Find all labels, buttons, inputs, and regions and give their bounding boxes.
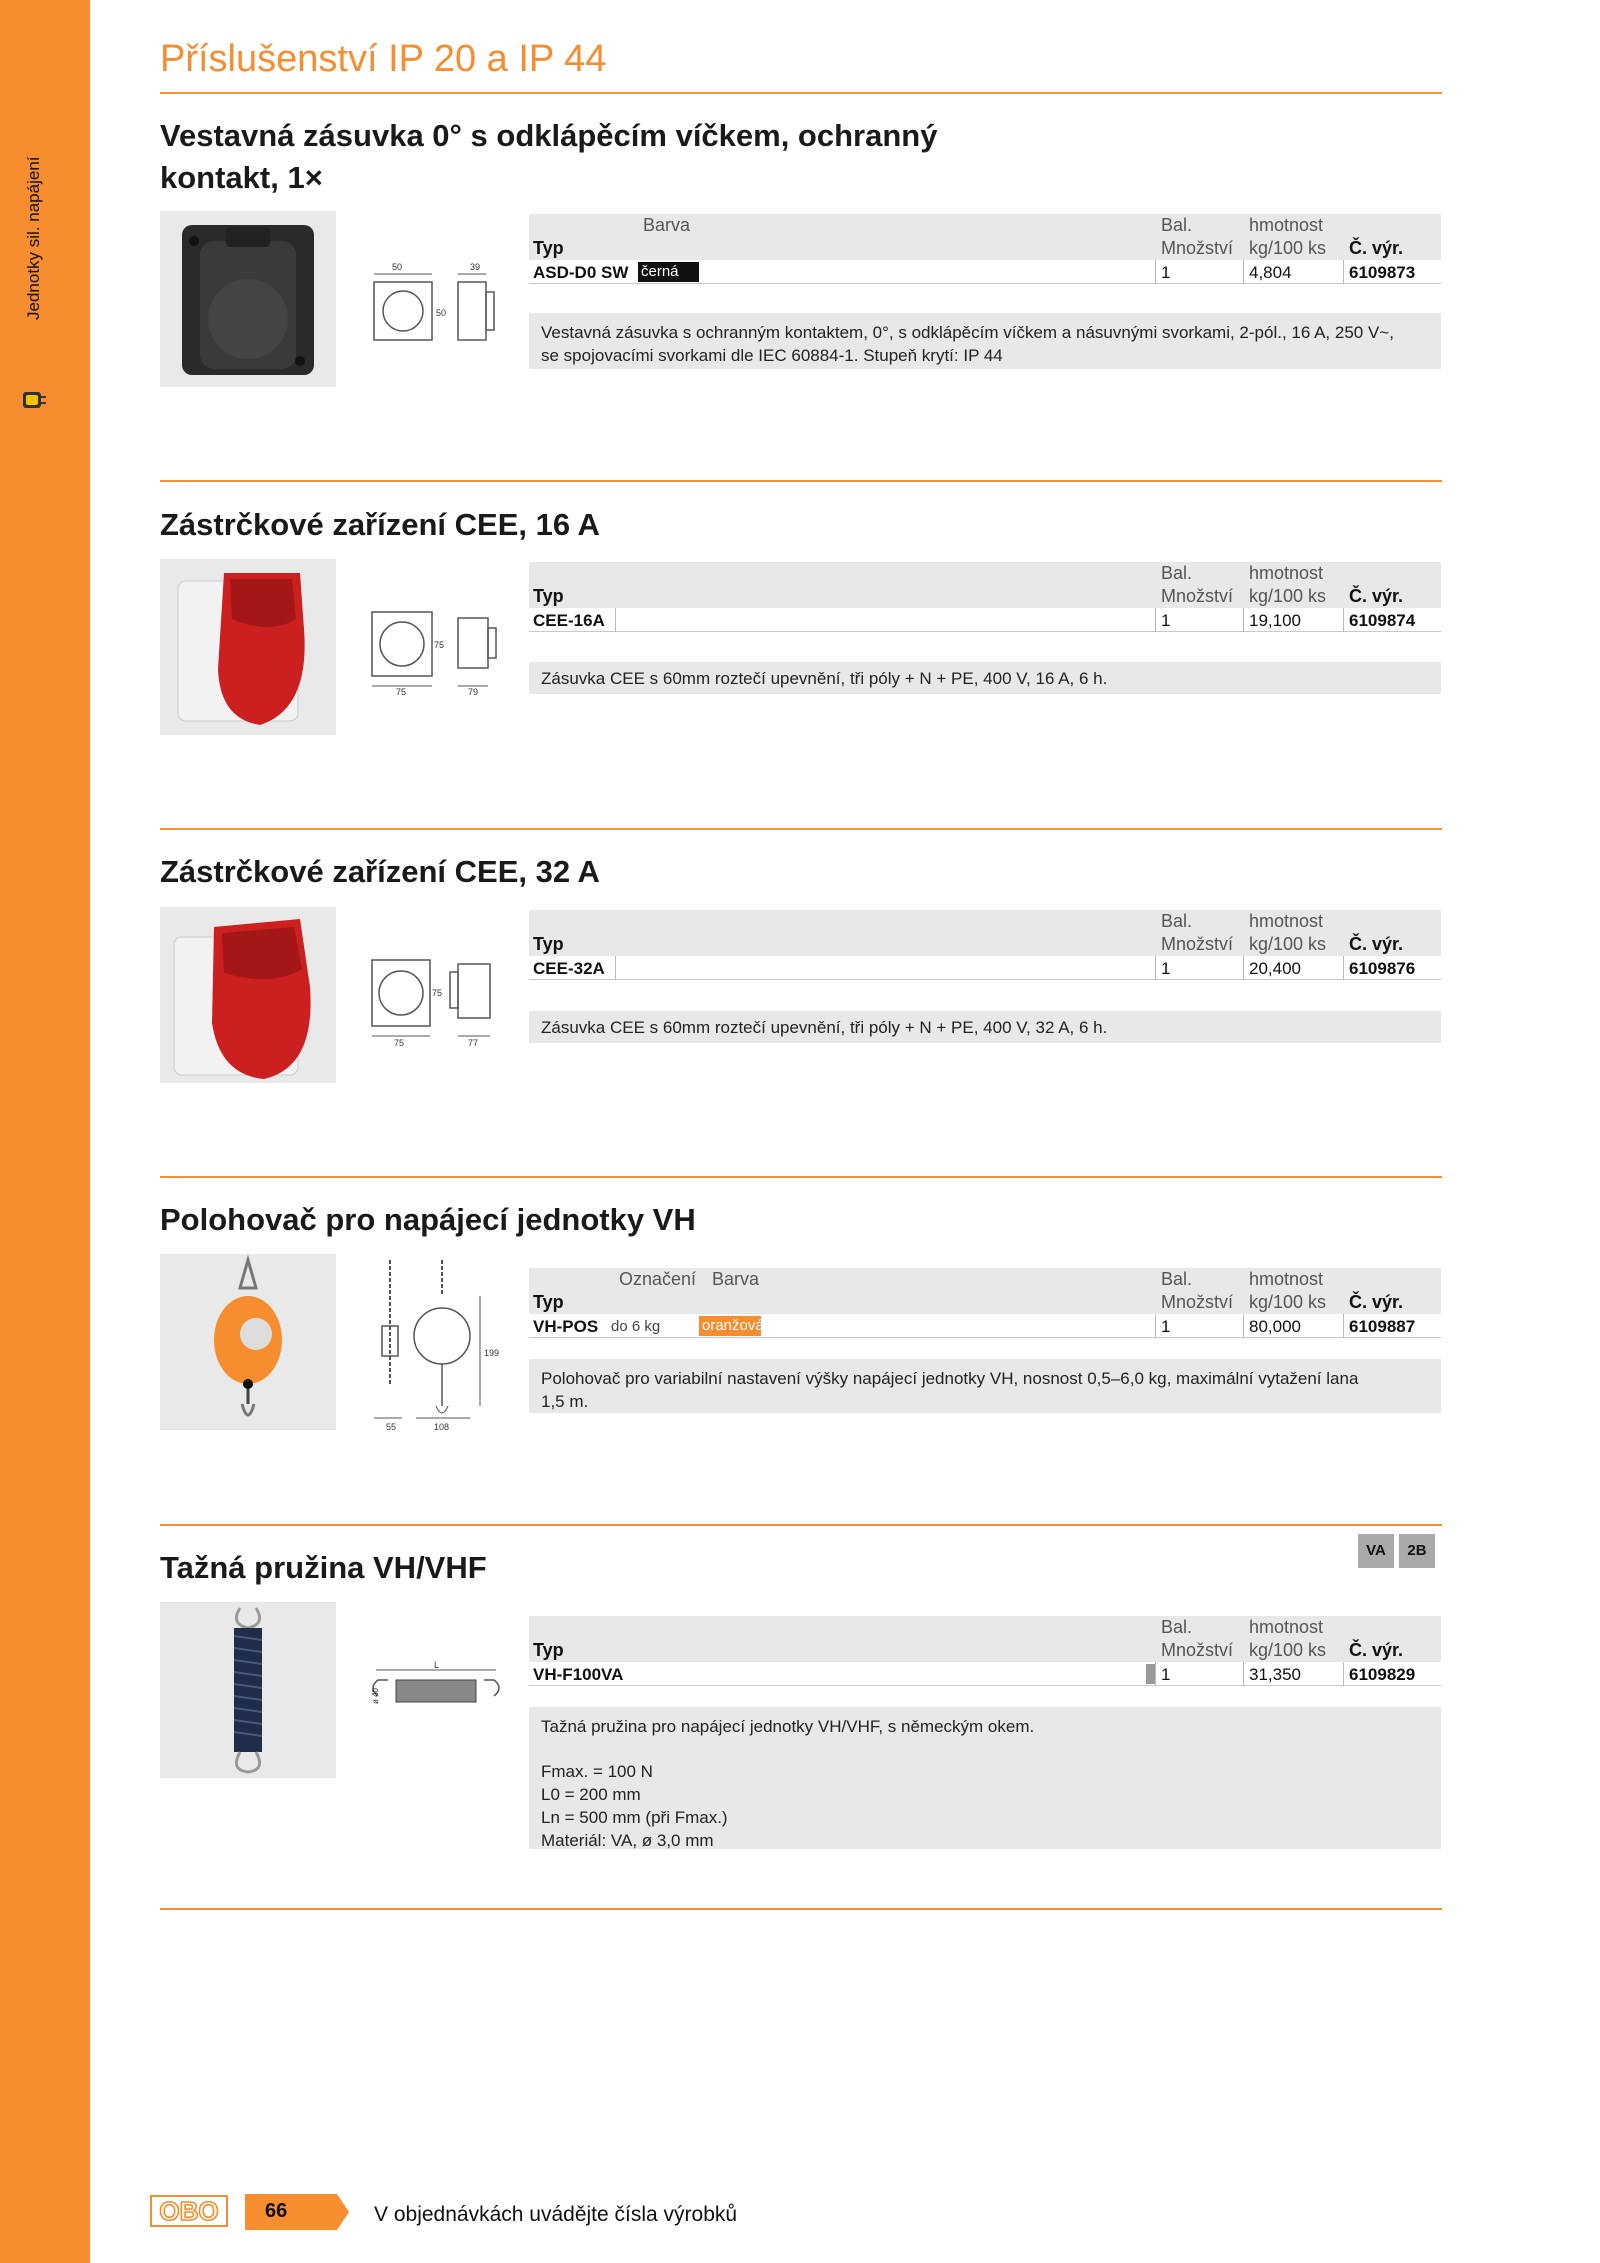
product-image-cee32	[160, 907, 336, 1083]
dim-b: 39	[470, 262, 481, 272]
dimension-drawing	[362, 952, 502, 1048]
section-title-cont: kontakt, 1×	[160, 160, 323, 195]
material-badge: VA	[1358, 1534, 1394, 1568]
table-header	[529, 910, 1441, 956]
table-row	[529, 1314, 1441, 1338]
desc-line: 1,5 m.	[541, 1392, 589, 1411]
sidebar-label: Jednotky sil. napájení	[24, 156, 43, 320]
sidebar	[0, 0, 90, 2263]
header-mnozstvi: Množství	[1161, 1292, 1234, 1312]
cell-cvyr: 6109876	[1349, 959, 1416, 978]
dimension-drawing	[366, 1660, 506, 1730]
table-header	[529, 1268, 1441, 1314]
dimension-drawing	[372, 1256, 502, 1436]
dim-b: 77	[468, 1038, 479, 1048]
header-kg: kg/100 ks	[1249, 1292, 1327, 1312]
dim-l: L	[434, 1660, 440, 1670]
cell-typ: VH-F100VA	[533, 1665, 624, 1684]
divider	[160, 828, 1442, 830]
obo-logo	[150, 2195, 228, 2227]
header-bal: Bal.	[1161, 911, 1193, 931]
dim-c: 75	[434, 640, 445, 650]
header-hmotnost: hmotnost	[1249, 215, 1324, 235]
cell-hmotnost: 19,100	[1249, 611, 1301, 630]
product-image-cee16	[160, 559, 336, 735]
cell-hmotnost: 4,804	[1249, 263, 1292, 282]
section-title: Zástrčkové zařízení CEE, 32 A	[160, 854, 600, 889]
desc-line: Materiál: VA, ø 3,0 mm	[541, 1831, 714, 1850]
logo-text: OBO	[159, 2196, 219, 2226]
dim-a: 75	[394, 1038, 405, 1048]
header-cvyr: Č. výr.	[1349, 586, 1404, 606]
desc-line: Polohovač pro variabilní nastavení výšky napájecí jednotky VH, nosnost 0,5–6,0 kg, maximální vytažení lana	[541, 1369, 1359, 1388]
header-bal: Bal.	[1161, 1617, 1193, 1637]
header-kg: kg/100 ks	[1249, 238, 1327, 258]
header-mnozstvi: Množství	[1161, 586, 1234, 606]
section-title: Tažná pružina VH/VHF	[160, 1550, 487, 1585]
header-hmotnost: hmotnost	[1249, 911, 1324, 931]
cell-bal: 1	[1161, 1665, 1171, 1684]
footer-note: V objednávkách uvádějte čísla výrobků	[374, 2203, 738, 2226]
divider	[160, 92, 1442, 94]
product-table	[529, 214, 1441, 284]
cell-typ: VH-POS	[533, 1317, 599, 1336]
header-barva: Barva	[712, 1269, 760, 1289]
section-title: Polohovač pro napájecí jednotky VH	[160, 1202, 696, 1237]
cell-typ: ASD-D0 SW	[533, 263, 629, 282]
header-mnozstvi: Množství	[1161, 238, 1234, 258]
table-header	[529, 562, 1441, 608]
header-cvyr: Č. výr.	[1349, 238, 1404, 258]
header-mnozstvi: Množství	[1161, 1640, 1234, 1660]
dim-c: 75	[432, 988, 443, 998]
cell-oznaceni: do 6 kg	[611, 1318, 661, 1335]
dim-a: 50	[392, 262, 403, 272]
dimension-drawing	[362, 258, 502, 348]
header-typ: Typ	[533, 1640, 564, 1660]
desc-line: Vestavná zásuvka s ochranným kontaktem, 0°, s odklápěcím víčkem a násuvnými svorkami, 2-pól., 16 A, 250 V~,	[541, 323, 1394, 342]
plug-icon	[20, 388, 48, 412]
cell-bal: 1	[1161, 959, 1171, 978]
header-typ: Typ	[533, 934, 564, 954]
color-chip: oranžová	[699, 1316, 761, 1336]
header-hmotnost: hmotnost	[1249, 1269, 1324, 1289]
divider	[160, 480, 1442, 482]
header-kg: kg/100 ks	[1249, 586, 1327, 606]
header-cvyr: Č. výr.	[1349, 1640, 1404, 1660]
header-kg: kg/100 ks	[1249, 934, 1327, 954]
header-bal: Bal.	[1161, 1269, 1193, 1289]
desc-line: L0 = 200 mm	[541, 1785, 641, 1804]
header-kg: kg/100 ks	[1249, 1640, 1327, 1660]
divider	[160, 1524, 1442, 1526]
header-cvyr: Č. výr.	[1349, 1292, 1404, 1312]
cell-cvyr: 6109873	[1349, 263, 1416, 282]
cell-cvyr: 6109874	[1349, 611, 1416, 630]
section-title: Vestavná zásuvka 0° s odklápěcím víčkem, ochranný	[160, 118, 938, 153]
table-header	[529, 214, 1441, 260]
divider	[160, 1176, 1442, 1178]
cell-cvyr: 6109887	[1349, 1317, 1416, 1336]
section-title: Zástrčkové zařízení CEE, 16 A	[160, 507, 600, 542]
cell-bal: 1	[1161, 263, 1171, 282]
table-row	[529, 956, 1441, 980]
color-chip: černá	[638, 262, 699, 282]
header-barva: Barva	[643, 215, 691, 235]
material-badge: 2B	[1399, 1534, 1435, 1568]
cell-typ: CEE-16A	[533, 611, 605, 630]
product-table	[529, 562, 1441, 632]
desc-line: se spojovacími svorkami dle IEC 60884-1. Stupeň krytí: IP 44	[541, 346, 1003, 365]
desc-line: Fmax. = 100 N	[541, 1762, 653, 1781]
header-bal: Bal.	[1161, 563, 1193, 583]
dimension-drawing	[362, 600, 502, 696]
product-description: Zásuvka CEE s 60mm roztečí upevnění, tři póly + N + PE, 400 V, 16 A, 6 h.	[529, 662, 1441, 694]
product-description	[529, 1707, 1441, 1849]
cell-bal: 1	[1161, 611, 1171, 630]
dim-c: 50	[436, 308, 447, 318]
product-description	[529, 1359, 1441, 1413]
desc-line: Tažná pružina pro napájecí jednotky VH/VHF, s německým okem.	[541, 1717, 1035, 1736]
product-image-positioner	[160, 1254, 336, 1430]
dim-b: 79	[468, 687, 479, 696]
header-hmotnost: hmotnost	[1249, 1617, 1324, 1637]
table-header	[529, 1616, 1441, 1662]
page-title: Příslušenství IP 20 a IP 44	[160, 38, 607, 80]
cell-hmotnost: 80,000	[1249, 1317, 1301, 1336]
header-typ: Typ	[533, 238, 564, 258]
product-image-socket-black	[160, 211, 336, 387]
cell-hmotnost: 20,400	[1249, 959, 1301, 978]
product-table	[529, 910, 1441, 980]
cell-hmotnost: 31,350	[1249, 1665, 1301, 1684]
product-description: Zásuvka CEE s 60mm roztečí upevnění, tři póly + N + PE, 400 V, 32 A, 6 h.	[529, 1011, 1441, 1043]
desc-line: Ln = 500 mm (při Fmax.)	[541, 1808, 728, 1827]
product-description	[529, 313, 1441, 369]
dim-a: 55	[386, 1422, 397, 1432]
cell-typ: CEE-32A	[533, 959, 605, 978]
page-number: 66	[265, 2200, 288, 2222]
product-table	[529, 1268, 1441, 1338]
header-oznaceni: Označení	[619, 1269, 697, 1289]
dim-d: ø 40	[371, 1687, 380, 1704]
header-typ: Typ	[533, 1292, 564, 1312]
header-bal: Bal.	[1161, 215, 1193, 235]
dim-b: 108	[434, 1422, 450, 1432]
header-typ: Typ	[533, 586, 564, 606]
table-row	[529, 1662, 1441, 1686]
header-mnozstvi: Množství	[1161, 934, 1234, 954]
header-cvyr: Č. výr.	[1349, 934, 1404, 954]
cell-cvyr: 6109829	[1349, 1665, 1416, 1684]
product-table	[529, 1616, 1441, 1686]
dim-c: 199	[484, 1348, 500, 1358]
table-row	[529, 260, 1441, 284]
dim-a: 75	[396, 687, 407, 696]
table-row	[529, 608, 1441, 632]
cell-bal: 1	[1161, 1317, 1171, 1336]
header-hmotnost: hmotnost	[1249, 563, 1324, 583]
divider	[160, 1908, 1442, 1910]
page-number-tab	[245, 2194, 349, 2230]
product-image-spring	[160, 1602, 336, 1778]
